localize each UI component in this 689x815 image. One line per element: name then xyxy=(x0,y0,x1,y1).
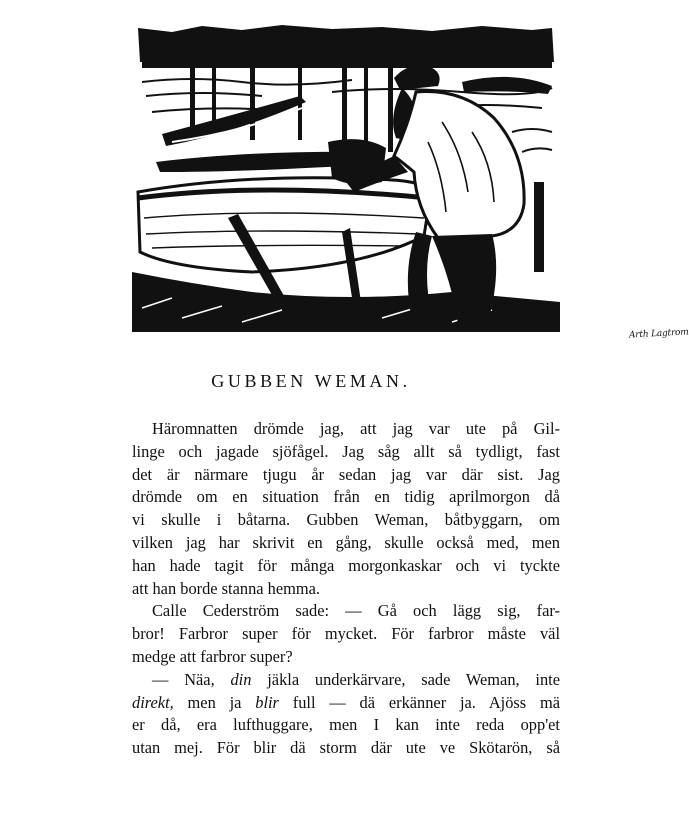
text-segment: full — dä erkänner ja. Ajöss mä xyxy=(278,692,561,712)
text-line xyxy=(132,464,560,487)
italic-text: blir xyxy=(255,692,279,712)
text-segment: linge och jagade sjöfågel. Jag såg allt så tydligt, fast xyxy=(132,441,560,461)
text-line xyxy=(132,669,560,692)
text-line xyxy=(132,623,560,646)
text-line xyxy=(132,714,560,737)
text-segment: vi skulle i båtarna. Gubben Weman, båtbyggarn, om xyxy=(132,510,560,530)
text-segment: medge att farbror super? xyxy=(132,646,293,666)
italic-text: direkt, xyxy=(132,692,174,712)
text-segment: utan mej. För blir dä storm där ute ve Skötarön, så xyxy=(132,738,560,758)
text-segment: Häromnatten drömde jag, att jag var ute på Gil- xyxy=(152,419,560,438)
text-line xyxy=(132,555,560,578)
text-line xyxy=(132,509,560,532)
text-line xyxy=(132,646,560,669)
text-segment: att han borde stanna hemma. xyxy=(132,578,320,598)
text-line xyxy=(132,737,560,760)
text-line xyxy=(132,600,560,623)
text-line xyxy=(132,532,560,555)
chapter-title: GUBBEN WEMAN. xyxy=(211,371,411,391)
text-segment: jäkla underkärvare, sade Weman, inte xyxy=(251,669,560,689)
text-segment: Calle Cederström sade: — Gå och lägg sig, far- xyxy=(152,601,560,621)
text-segment: men ja xyxy=(173,692,256,712)
text-line xyxy=(132,578,560,601)
artist-signature: Arth Lagtrom xyxy=(628,327,689,341)
text-segment: bror! Farbror super för mycket. För farbror måste väl xyxy=(132,624,560,644)
text-segment: det är närmare tjugu år sedan jag var där sist. Jag xyxy=(132,464,560,484)
text-line xyxy=(132,441,560,464)
text-segment: han hade tagit för många morgonkaskar och vi tyckte xyxy=(132,555,560,575)
italic-text: din xyxy=(230,669,252,689)
text-segment: er då, era lufthuggare, men I kan inte reda opp'et xyxy=(132,715,560,735)
body-text xyxy=(132,418,560,760)
text-line xyxy=(132,418,560,441)
text-segment: drömde om en situation från en tidig aprilmorgon då xyxy=(132,487,560,507)
boatbuilder-illustration xyxy=(132,22,689,341)
text-line xyxy=(132,692,560,715)
text-line xyxy=(132,486,560,509)
text-segment: vilken jag har skrivit en gång, skulle också med, men xyxy=(132,532,560,552)
text-segment: — Näa, xyxy=(152,669,231,689)
